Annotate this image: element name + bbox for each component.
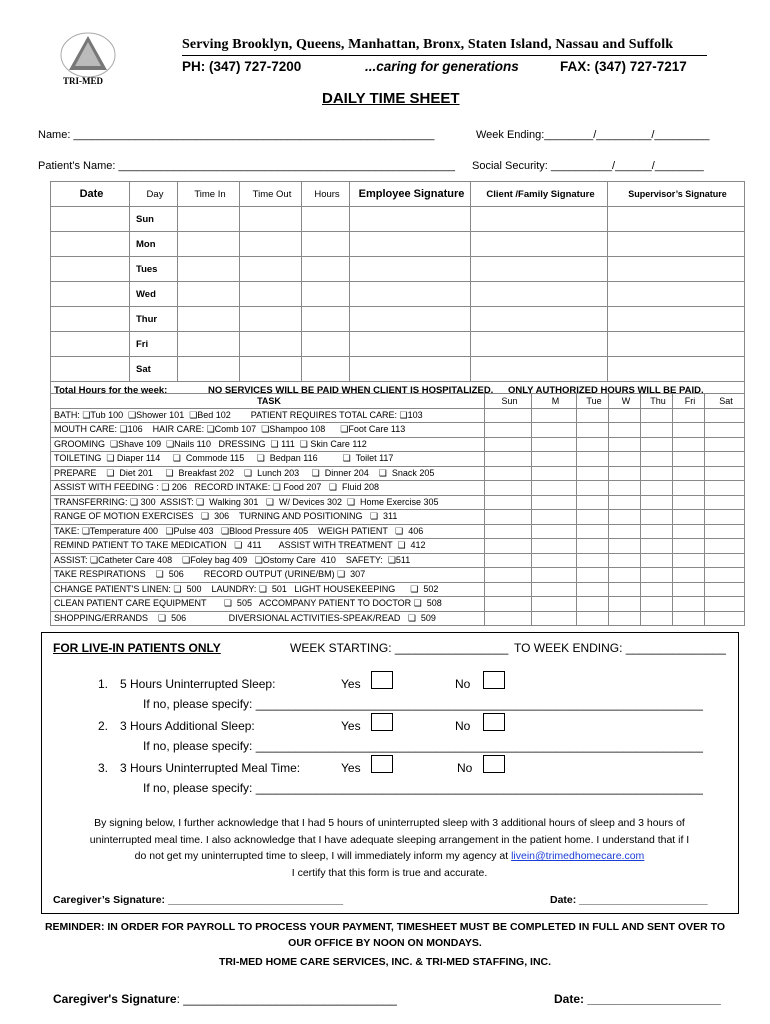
question-number: 3. <box>98 761 109 775</box>
day-row <box>51 207 745 232</box>
day-cell[interactable] <box>51 257 130 282</box>
task-row <box>51 611 745 626</box>
day-cell[interactable] <box>471 332 608 357</box>
task-day-cell[interactable] <box>673 611 705 626</box>
day-label: Sat <box>130 357 178 382</box>
yes-checkbox[interactable] <box>371 713 393 731</box>
day-label: Tues <box>130 257 178 282</box>
task-day-cell[interactable] <box>532 481 577 496</box>
task-label[interactable]: ASSIST: ❏Catheter Care 408 ❏Foley bag 409 ❏Ostomy Care 410 SAFETY: ❏511 <box>51 553 485 568</box>
live-in-caregiver-signature[interactable]: Caregiver’s Signature: ______________________________ <box>53 894 344 906</box>
question-text: 3 Hours Additional Sleep: <box>120 719 255 733</box>
fax-number: FAX: (347) 727-7217 <box>560 59 687 74</box>
day-cell[interactable] <box>51 357 130 382</box>
task-day-cell[interactable] <box>673 539 705 554</box>
task-col-header: TASK <box>51 394 485 409</box>
company-logo <box>53 28 123 96</box>
live-in-title: FOR LIVE-IN PATIENTS ONLY <box>53 641 221 655</box>
task-day-cell[interactable] <box>485 524 532 539</box>
task-day-cell[interactable] <box>485 611 532 626</box>
task-label[interactable]: REMIND PATIENT TO TAKE MEDICATION ❏ 411 ASSIST WITH TREATMENT ❏ 412 <box>51 539 485 554</box>
task-day-cell[interactable] <box>641 510 673 525</box>
task-row <box>51 597 745 612</box>
task-day-cell[interactable] <box>609 481 641 496</box>
total-hours-label: Total Hours for the week: <box>54 384 168 396</box>
col-time-in: Time In <box>178 182 240 207</box>
day-cell[interactable] <box>350 232 471 257</box>
task-day-cell[interactable] <box>673 568 705 583</box>
task-day-cell[interactable] <box>609 568 641 583</box>
hospitalized-notice: NO SERVICES WILL BE PAID WHEN CLIENT IS HOSPITALIZED. <box>207 384 494 396</box>
question-number: 2. <box>98 719 109 733</box>
task-day-cell[interactable] <box>609 553 641 568</box>
task-day-cell[interactable] <box>641 495 673 510</box>
name-field[interactable]: Name: ___________________________________________________________ <box>38 129 435 141</box>
task-day-cell[interactable] <box>705 597 745 612</box>
task-day-cell[interactable] <box>705 437 745 452</box>
task-day-cell[interactable] <box>577 539 609 554</box>
patient-name-field[interactable]: Patient’s Name: _______________________________________________________ <box>38 160 455 172</box>
task-day-cell[interactable] <box>609 423 641 438</box>
reminder-line-2: OUR OFFICE BY NOON ON MONDAYS. <box>288 937 482 949</box>
day-cell[interactable] <box>471 207 608 232</box>
page-title: DAILY TIME SHEET <box>322 90 460 107</box>
task-row <box>51 510 745 525</box>
task-day-cell[interactable] <box>673 524 705 539</box>
no-checkbox[interactable] <box>483 755 505 773</box>
task-day-cell[interactable] <box>532 611 577 626</box>
task-day-cell[interactable] <box>705 611 745 626</box>
task-day-cell[interactable] <box>705 510 745 525</box>
task-day-cell[interactable] <box>485 452 532 467</box>
task-row <box>51 437 745 452</box>
day-cell[interactable] <box>350 207 471 232</box>
specify-field[interactable]: If no, please specify: ___________________________________________________________________ <box>143 739 703 753</box>
task-day-cell[interactable] <box>673 466 705 481</box>
task-row <box>51 495 745 510</box>
day-cell[interactable] <box>608 207 745 232</box>
task-label[interactable]: TOILETING ❏ Diaper 114 ❏ Commode 115 ❏ Bedpan 116 ❏ Toilet 117 <box>51 452 485 467</box>
day-row <box>51 257 745 282</box>
task-day-cell[interactable] <box>577 568 609 583</box>
task-day-cell[interactable] <box>641 437 673 452</box>
logo-text: TRI-MED <box>63 76 103 86</box>
day-label: Fri <box>130 332 178 357</box>
ack-line-2: uninterrupted meal time. I also acknowledge that I have adequate sleeping arrangement in the patient home. I understand that if I <box>89 833 690 846</box>
live-in-section <box>41 632 739 914</box>
task-day-cell[interactable] <box>673 437 705 452</box>
caregiver-signature-line: : ________________________________ <box>176 992 397 1006</box>
day-cell[interactable] <box>608 332 745 357</box>
col-time-out: Time Out <box>240 182 302 207</box>
task-label[interactable]: BATH: ❏Tub 100 ❏Shower 101 ❏Bed 102 PATIENT REQUIRES TOTAL CARE: ❏103 <box>51 408 485 423</box>
task-day-cell[interactable] <box>532 510 577 525</box>
task-day-cell[interactable] <box>705 466 745 481</box>
triangle-logo-icon <box>53 28 123 78</box>
task-day-sun: Sun <box>485 394 532 409</box>
task-day-cell[interactable] <box>532 408 577 423</box>
task-day-cell[interactable] <box>641 611 673 626</box>
task-label[interactable]: CHANGE PATIENT'S LINEN: ❏ 500 LAUNDRY: ❏ 501 LIGHT HOUSEKEEPING ❏ 502 <box>51 582 485 597</box>
day-cell[interactable] <box>240 332 302 357</box>
day-cell[interactable] <box>608 307 745 332</box>
day-cell[interactable] <box>608 357 745 382</box>
task-day-cell[interactable] <box>532 524 577 539</box>
caregiver-signature-label: Caregiver's Signature <box>53 992 177 1006</box>
specify-field[interactable]: If no, please specify: ___________________________________________________________________ <box>143 697 703 711</box>
day-cell[interactable] <box>471 282 608 307</box>
task-label[interactable]: PREPARE ❏ Diet 201 ❏ Breakfast 202 ❏ Lunch 203 ❏ Dinner 204 ❏ Snack 205 <box>51 466 485 481</box>
task-day-cell[interactable] <box>532 568 577 583</box>
task-day-cell[interactable] <box>609 452 641 467</box>
task-day-cell[interactable] <box>577 452 609 467</box>
day-cell[interactable] <box>178 357 240 382</box>
task-day-cell[interactable] <box>609 437 641 452</box>
question-text: 3 Hours Uninterrupted Meal Time: <box>120 761 301 775</box>
task-day-cell[interactable] <box>641 408 673 423</box>
day-cell[interactable] <box>51 332 130 357</box>
task-row <box>51 423 745 438</box>
task-label[interactable]: CLEAN PATIENT CARE EQUIPMENT ❏ 505 ACCOMPANY PATIENT TO DOCTOR ❏ 508 <box>51 597 485 612</box>
task-day-cell[interactable] <box>577 495 609 510</box>
task-day-cell[interactable] <box>577 582 609 597</box>
task-label[interactable]: SHOPPING/ERRANDS ❏ 506 DIVERSIONAL ACTIVITIES-SPEAK/READ ❏ 509 <box>51 611 485 626</box>
day-row <box>51 282 745 307</box>
day-cell[interactable] <box>240 257 302 282</box>
col-hours: Hours <box>302 182 350 207</box>
task-day-cell[interactable] <box>577 553 609 568</box>
header-rule <box>182 55 707 56</box>
day-cell[interactable] <box>350 332 471 357</box>
day-cell[interactable] <box>51 207 130 232</box>
day-row <box>51 332 745 357</box>
task-day-cell[interactable] <box>609 539 641 554</box>
email-link[interactable]: livein@trimedhomecare.com <box>511 850 645 862</box>
task-day-cell[interactable] <box>641 597 673 612</box>
task-day-cell[interactable] <box>532 582 577 597</box>
task-day-cell[interactable] <box>609 582 641 597</box>
day-cell[interactable] <box>302 357 350 382</box>
reminder-line-1: REMINDER: IN ORDER FOR PAYROLL TO PROCESS YOUR PAYMENT, TIMESHEET MUST BE COMPLETED IN FULL AND SENT OVER TO <box>44 921 726 933</box>
task-day-cell[interactable] <box>485 466 532 481</box>
task-day-cell[interactable] <box>532 423 577 438</box>
task-day-mon: M <box>532 394 577 409</box>
task-day-cell[interactable] <box>485 481 532 496</box>
day-cell[interactable] <box>302 257 350 282</box>
yes-checkbox[interactable] <box>371 671 393 689</box>
task-day-cell[interactable] <box>705 582 745 597</box>
day-cell[interactable] <box>178 232 240 257</box>
task-row <box>51 452 745 467</box>
task-day-cell[interactable] <box>577 481 609 496</box>
task-day-cell[interactable] <box>532 437 577 452</box>
caregiver-signature-field[interactable] <box>53 992 397 1006</box>
day-label: Mon <box>130 232 178 257</box>
day-cell[interactable] <box>240 232 302 257</box>
task-day-cell[interactable] <box>705 524 745 539</box>
footer-date-field[interactable]: Date: ____________________ <box>554 992 721 1006</box>
day-cell[interactable] <box>350 282 471 307</box>
task-day-cell[interactable] <box>485 582 532 597</box>
ack-line-1: By signing below, I further acknowledge that I had 5 hours of uninterrupted sleep with 3 additional hours of sleep and 3 hours of <box>94 817 685 829</box>
task-row <box>51 582 745 597</box>
time-table-header <box>51 182 745 207</box>
task-day-cell[interactable] <box>485 408 532 423</box>
task-row <box>51 466 745 481</box>
task-label[interactable]: TAKE RESPIRATIONS ❏ 506 RECORD OUTPUT (URINE/BM) ❏ 307 <box>51 568 485 583</box>
task-day-cell[interactable] <box>532 466 577 481</box>
task-day-cell[interactable] <box>673 553 705 568</box>
task-day-cell[interactable] <box>485 495 532 510</box>
task-day-cell[interactable] <box>609 510 641 525</box>
task-row <box>51 553 745 568</box>
task-day-cell[interactable] <box>577 611 609 626</box>
no-label: No <box>455 677 471 691</box>
task-day-cell[interactable] <box>673 510 705 525</box>
task-day-cell[interactable] <box>641 524 673 539</box>
task-day-cell[interactable] <box>532 553 577 568</box>
task-label[interactable]: MOUTH CARE: ❏106 HAIR CARE: ❏Comb 107 ❏Shampoo 108 ❏Foot Care 113 <box>51 423 485 438</box>
day-cell[interactable] <box>240 307 302 332</box>
day-cell[interactable] <box>51 232 130 257</box>
task-day-cell[interactable] <box>609 466 641 481</box>
task-row <box>51 524 745 539</box>
task-day-cell[interactable] <box>609 597 641 612</box>
certify-text: I certify that this form is true and accurate. <box>291 866 488 879</box>
yes-label: Yes <box>341 761 361 775</box>
task-day-cell[interactable] <box>577 423 609 438</box>
acknowledgement <box>42 815 737 881</box>
day-row <box>51 307 745 332</box>
day-cell[interactable] <box>240 282 302 307</box>
no-checkbox[interactable] <box>483 713 505 731</box>
day-cell[interactable] <box>471 232 608 257</box>
task-day-cell[interactable] <box>641 539 673 554</box>
col-supervisor-signature: Supervisor’s Signature <box>608 182 745 207</box>
task-label[interactable]: ASSIST WITH FEEDING : ❏ 206 RECORD INTAKE: ❏ Food 207 ❏ Fluid 208 <box>51 481 485 496</box>
task-day-cell[interactable] <box>577 437 609 452</box>
day-cell[interactable] <box>608 257 745 282</box>
time-table <box>50 181 745 398</box>
task-day-cell[interactable] <box>485 553 532 568</box>
day-cell[interactable] <box>350 307 471 332</box>
task-day-cell[interactable] <box>641 553 673 568</box>
task-day-tue: Tue <box>577 394 609 409</box>
tasks-table <box>50 393 745 626</box>
task-day-cell[interactable] <box>532 495 577 510</box>
task-day-cell[interactable] <box>485 568 532 583</box>
day-cell[interactable] <box>51 307 130 332</box>
day-label: Wed <box>130 282 178 307</box>
task-day-cell[interactable] <box>673 408 705 423</box>
task-day-cell[interactable] <box>609 408 641 423</box>
day-cell[interactable] <box>302 282 350 307</box>
task-day-cell[interactable] <box>673 582 705 597</box>
day-cell[interactable] <box>471 307 608 332</box>
day-row <box>51 357 745 382</box>
reminder <box>0 919 770 970</box>
live-in-date[interactable]: Date: ______________________ <box>550 894 708 906</box>
day-cell[interactable] <box>178 282 240 307</box>
authorized-notice: ONLY AUTHORIZED HOURS WILL BE PAID. <box>507 384 704 396</box>
yes-checkbox[interactable] <box>371 755 393 773</box>
day-cell[interactable] <box>608 282 745 307</box>
task-day-cell[interactable] <box>641 466 673 481</box>
day-cell[interactable] <box>302 207 350 232</box>
day-cell[interactable] <box>350 257 471 282</box>
task-day-cell[interactable] <box>641 568 673 583</box>
day-cell[interactable] <box>471 357 608 382</box>
service-area: Serving Brooklyn, Queens, Manhattan, Bronx, Staten Island, Nassau and Suffolk <box>182 37 674 52</box>
tagline: ...caring for generations <box>365 59 519 74</box>
day-cell[interactable] <box>178 207 240 232</box>
day-cell[interactable] <box>240 207 302 232</box>
task-label[interactable]: TRANSFERRING: ❏ 300 ASSIST: ❏ Walking 301 ❏ W/ Devices 302 ❏ Home Exercise 305 <box>51 495 485 510</box>
no-label: No <box>457 761 473 775</box>
tasks-header <box>51 394 745 409</box>
company-name: TRI-MED HOME CARE SERVICES, INC. & TRI-MED STAFFING, INC. <box>218 956 552 968</box>
task-day-cell[interactable] <box>673 597 705 612</box>
task-day-cell[interactable] <box>609 495 641 510</box>
task-row <box>51 568 745 583</box>
col-date: Date <box>51 182 130 207</box>
question-text: 5 Hours Uninterrupted Sleep: <box>120 677 276 691</box>
day-cell[interactable] <box>608 232 745 257</box>
task-day-cell[interactable] <box>577 408 609 423</box>
task-label[interactable]: GROOMING ❏Shave 109 ❏Nails 110 DRESSING ❏ 111 ❏ Skin Care 112 <box>51 437 485 452</box>
to-week-ending-field[interactable]: TO WEEK ENDING: _______________ <box>514 641 726 655</box>
day-cell[interactable] <box>240 357 302 382</box>
task-day-cell[interactable] <box>532 539 577 554</box>
task-day-cell[interactable] <box>705 553 745 568</box>
task-day-sat: Sat <box>705 394 745 409</box>
question-number: 1. <box>98 677 109 691</box>
specify-field[interactable]: If no, please specify: ___________________________________________________________________ <box>143 781 703 795</box>
day-cell[interactable] <box>178 307 240 332</box>
task-day-cell[interactable] <box>577 466 609 481</box>
ack-line-3: do not get my uninterrupted time to sleep, I will immediately inform my agency at <box>134 850 509 862</box>
task-day-cell[interactable] <box>485 423 532 438</box>
task-day-cell[interactable] <box>485 597 532 612</box>
task-label[interactable]: TAKE: ❏Temperature 400 ❏Pulse 403 ❏Blood Pressure 405 WEIGH PATIENT ❏ 406 <box>51 524 485 539</box>
task-label[interactable]: RANGE OF MOTION EXERCISES ❏ 306 TURNING AND POSITIONING ❏ 311 <box>51 510 485 525</box>
task-day-cell[interactable] <box>577 597 609 612</box>
task-day-thu: Thu <box>641 394 673 409</box>
col-day: Day <box>130 182 178 207</box>
day-cell[interactable] <box>471 257 608 282</box>
day-cell[interactable] <box>178 257 240 282</box>
task-day-cell[interactable] <box>641 423 673 438</box>
task-day-cell[interactable] <box>673 495 705 510</box>
task-day-cell[interactable] <box>641 481 673 496</box>
task-day-cell[interactable] <box>485 510 532 525</box>
phone-number: PH: (347) 727-7200 <box>182 59 302 74</box>
day-cell[interactable] <box>302 307 350 332</box>
task-day-cell[interactable] <box>641 452 673 467</box>
task-day-cell[interactable] <box>705 539 745 554</box>
task-day-cell[interactable] <box>673 423 705 438</box>
day-cell[interactable] <box>350 357 471 382</box>
task-day-fri: Fri <box>673 394 705 409</box>
week-ending-field[interactable]: Week Ending:________/_________/_________ <box>476 129 710 141</box>
task-row <box>51 481 745 496</box>
no-checkbox[interactable] <box>483 671 505 689</box>
task-row <box>51 408 745 423</box>
day-cell[interactable] <box>302 332 350 357</box>
day-label: Thur <box>130 307 178 332</box>
task-day-cell[interactable] <box>577 510 609 525</box>
day-cell[interactable] <box>51 282 130 307</box>
task-day-cell[interactable] <box>532 597 577 612</box>
day-label: Sun <box>130 207 178 232</box>
day-cell[interactable] <box>302 232 350 257</box>
col-client-signature: Client /Family Signature <box>471 182 608 207</box>
task-day-cell[interactable] <box>705 495 745 510</box>
yes-label: Yes <box>341 719 361 733</box>
day-cell[interactable] <box>178 332 240 357</box>
task-row <box>51 539 745 554</box>
task-day-cell[interactable] <box>673 481 705 496</box>
task-day-cell[interactable] <box>705 481 745 496</box>
task-day-cell[interactable] <box>705 408 745 423</box>
task-day-cell[interactable] <box>532 452 577 467</box>
task-day-cell[interactable] <box>705 568 745 583</box>
task-day-cell[interactable] <box>577 524 609 539</box>
task-day-cell[interactable] <box>485 539 532 554</box>
task-day-wed: W <box>609 394 641 409</box>
social-security-field[interactable]: Social Security: __________/______/________ <box>472 160 704 172</box>
task-day-cell[interactable] <box>609 611 641 626</box>
day-row <box>51 232 745 257</box>
task-day-cell[interactable] <box>609 524 641 539</box>
task-day-cell[interactable] <box>705 423 745 438</box>
yes-label: Yes <box>341 677 361 691</box>
col-employee-signature: Employee Signature <box>350 182 471 207</box>
task-day-cell[interactable] <box>705 452 745 467</box>
task-day-cell[interactable] <box>673 452 705 467</box>
task-day-cell[interactable] <box>485 437 532 452</box>
no-label: No <box>455 719 471 733</box>
week-starting-field[interactable]: WEEK STARTING: _________________ <box>290 641 509 655</box>
task-day-cell[interactable] <box>641 582 673 597</box>
